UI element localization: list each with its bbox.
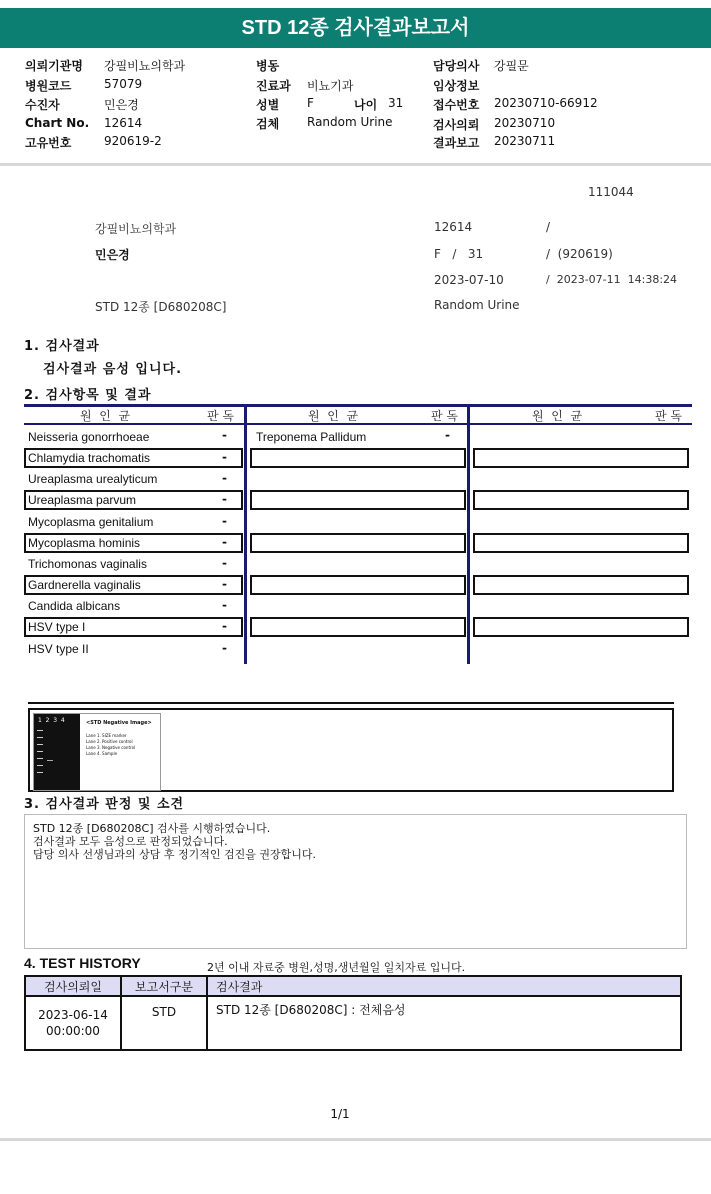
label-clinical-info: 임상정보: [433, 79, 480, 93]
meta-sex-age: F / 31: [434, 247, 484, 261]
meta-birth: / (920619): [546, 247, 613, 261]
gel-caption: <STD Negative Image>: [86, 720, 152, 726]
row-box: [473, 533, 689, 553]
gel-legend-item: Lane 2. Positive control: [86, 739, 133, 744]
section2-title: 2. 검사항목 및 결과: [24, 388, 152, 403]
row-box: [250, 533, 466, 553]
meta-specimen: Random Urine: [434, 298, 520, 312]
value-sex: F: [307, 96, 314, 110]
row-box: [250, 448, 466, 468]
col3-header: 원 인 균: [532, 409, 583, 423]
gel-legend-item: Lane 4. Sample: [86, 751, 118, 756]
row-box: [473, 575, 689, 595]
gel-top-rule: [28, 702, 674, 704]
gel-strip: [34, 714, 80, 790]
meta-hospital: 강필비뇨의학과: [95, 222, 177, 236]
history-result: STD 12종 [D680208C] : 전체음성: [207, 996, 681, 1050]
label-unique-no: 고유번호: [25, 136, 72, 150]
value-age: 31: [388, 96, 404, 110]
pathogen-name: Candida albicans: [28, 599, 121, 613]
pathogen-result: -: [222, 535, 227, 549]
label-test-request: 검사의뢰: [433, 118, 480, 132]
row-box: [473, 490, 689, 510]
pathogen-name: Neisseria gonorrhoeae: [28, 430, 150, 444]
page-number: 1/1: [330, 1107, 350, 1121]
pathogen-result: -: [222, 598, 227, 612]
pathogen-name: Mycoplasma genitalium: [28, 515, 154, 529]
gel-image: [33, 713, 161, 791]
gel-lane-numbers: 1 2 3 4: [38, 717, 65, 724]
meta-code: 111044: [588, 185, 634, 199]
header-separator: [0, 163, 711, 166]
pathogen-result: -: [222, 641, 227, 655]
pathogen-result: -: [222, 619, 227, 633]
col2-header: 원 인 균: [308, 409, 359, 423]
pathogen-name: Mycoplasma hominis: [28, 536, 141, 550]
table-divider-2: [467, 404, 470, 664]
meta-patient: 민은경: [95, 248, 130, 262]
row-box: [250, 617, 466, 637]
history-date-cell: [25, 996, 121, 1050]
row-box: [250, 575, 466, 595]
value-hospital-code: 57079: [104, 77, 143, 91]
section4-title: 4. TEST HISTORY: [24, 955, 141, 971]
table-divider-1: [244, 404, 247, 664]
value-test-request: 20230710: [494, 116, 556, 130]
row-box: [473, 448, 689, 468]
pathogen-name: HSV type I: [28, 620, 86, 634]
value-doctor: 강필문: [494, 59, 529, 73]
value-department: 비뇨기과: [307, 79, 354, 93]
label-department: 진료과: [256, 79, 291, 93]
report-title: STD 12종 검사결과보고서: [0, 8, 711, 48]
value-specimen: Random Urine: [307, 115, 393, 129]
history-time: 00:00:00: [46, 1024, 100, 1038]
pathogen-name: Gardnerella vaginalis: [28, 578, 141, 592]
label-chart-no: Chart No.: [25, 116, 90, 130]
meta-received: 2023-07-10: [434, 273, 504, 287]
gel-legend-item: Lane 3. Negative control: [86, 745, 136, 750]
section1-title: 1. 검사결과: [24, 339, 100, 354]
col1-header: 원 인 균: [80, 409, 131, 423]
pathogen-name: Trichomonas vaginalis: [28, 557, 147, 571]
pathogen-result: -: [445, 428, 450, 442]
pathogen-name: Ureaplasma parvum: [28, 493, 137, 507]
pathogen-result: -: [222, 450, 227, 464]
label-ward: 병동: [256, 59, 280, 73]
history-type: STD: [121, 996, 207, 1050]
pathogen-result: -: [222, 428, 227, 442]
value-result-report: 20230711: [494, 134, 556, 148]
history-table: [24, 975, 682, 1051]
pathogen-name: Treponema Pallidum: [256, 430, 367, 444]
label-patient: 수진자: [25, 98, 60, 112]
footer-separator: [0, 1138, 711, 1141]
opinion-line: 담당 의사 선생님과의 상담 후 정기적인 검진을 권장합니다.: [33, 848, 316, 861]
pathogen-result: -: [222, 514, 227, 528]
label-receipt-no: 접수번호: [433, 98, 480, 112]
pathogen-name: Chlamydia trachomatis: [28, 451, 151, 465]
value-chart-no: 12614: [104, 116, 143, 130]
meta-reported: / 2023-07-11 14:38:24: [546, 273, 678, 286]
history-date: 2023-06-14: [38, 1008, 108, 1022]
opinion-box: [24, 814, 687, 949]
row-box: [473, 617, 689, 637]
pathogen-name: Ureaplasma urealyticum: [28, 472, 158, 486]
history-header-result: 검사결과: [207, 976, 681, 996]
pathogen-result: -: [222, 471, 227, 485]
col1-judge-header: 판 독: [207, 409, 234, 423]
section1-text: 검사결과 음성 입니다.: [43, 362, 183, 377]
pathogen-result: -: [222, 492, 227, 506]
label-hospital-code: 병원코드: [25, 79, 72, 93]
label-doctor: 담당의사: [433, 59, 480, 73]
meta-test: STD 12종 [D680208C]: [95, 300, 227, 314]
gel-legend-item: Lane 1. SIZE marker: [86, 733, 127, 738]
label-requester: 의뢰기관명: [25, 59, 83, 73]
history-header-date: 검사의뢰일: [25, 976, 121, 996]
value-patient: 민은경: [104, 98, 139, 112]
opinion-line: 검사결과 모두 음성으로 판정되었습니다.: [33, 835, 228, 848]
opinion-line: STD 12종 [D680208C] 검사를 시행하였습니다.: [33, 822, 271, 835]
pathogen-result: -: [222, 577, 227, 591]
label-sex: 성별: [256, 98, 280, 112]
meta-slash: /: [546, 220, 551, 234]
meta-chart: 12614: [434, 220, 473, 234]
pathogen-result: -: [222, 556, 227, 570]
col2-judge-header: 판 독: [431, 409, 458, 423]
history-header-type: 보고서구분: [121, 976, 207, 996]
label-specimen: 검체: [256, 117, 280, 131]
label-age: 나이: [354, 98, 378, 112]
value-unique-no: 920619-2: [104, 134, 162, 148]
value-receipt-no: 20230710-66912: [494, 96, 598, 110]
history-row: [25, 996, 681, 1050]
section3-title: 3. 검사결과 판정 및 소견: [24, 797, 185, 812]
row-box: [250, 490, 466, 510]
value-requester: 강필비뇨의학과: [104, 59, 186, 73]
col3-judge-header: 판 독: [655, 409, 682, 423]
history-header-row: [25, 976, 681, 996]
pathogen-name: HSV type II: [28, 642, 89, 656]
label-result-report: 결과보고: [433, 136, 480, 150]
history-note: 2년 이내 자료중 병원,성명,생년월일 일치자료 입니다.: [207, 961, 466, 974]
